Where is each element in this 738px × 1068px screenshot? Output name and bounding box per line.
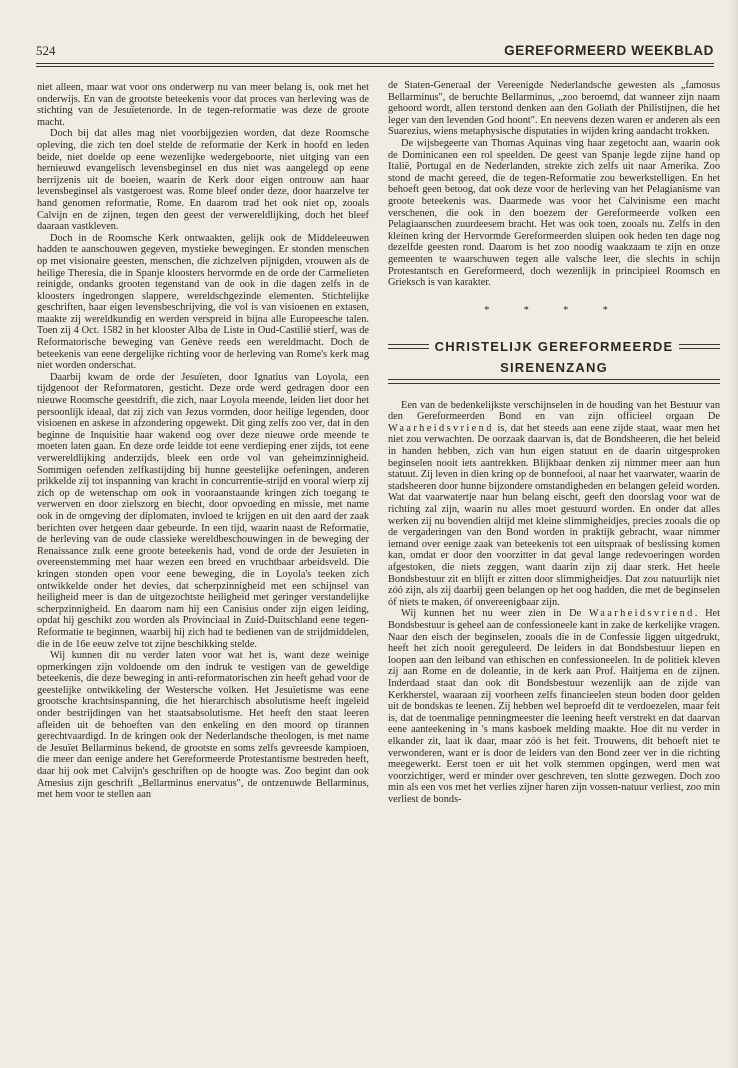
header-rule-bottom [36, 66, 714, 67]
page-header [36, 43, 714, 63]
article-paragraph [388, 400, 720, 609]
spaced-title: Waarheidsvriend [388, 422, 494, 434]
header-rule-top [36, 63, 714, 64]
text-run: Een van de bedenkelijkste verschijnselen in de houding van het Bestuur van den Gereformeerden Bond en van zijn officieel orgaan De [388, 399, 720, 423]
article-paragraph: De wijsbegeerte van Thomas Aquinas ving haar zegetocht aan, waarin ook de Dominicanen een rol speelden. De geest van Spanje legde zijne hand op Italië, Portugal en de Nederlanden, strekte zich zelfs uit naar Amerika. Zoo stond de macht gereed, die de tegen-Reformatie zou bewerkstelligen. En het behoeft geen betoog, dat ook deze voor de herleving van het Pelagianisme van groote beteekenis was. Daarmede was voor het Calvinisme een macht verschenen, die ook in den boezem der Gereformeerde volken een Pelagiaanschen zuurdeesem bracht. Het was ook toen, zooals nu. Zelfs in den kleinen kring der Hervormde Gereformeerden sluipen ook heden ten dage nog dezelfde geesten rond. Daarom is het zoo noodig waakzaam te zijn en onze gemeenten te waarschuwen tegen alle valsche leer, die slechts in schijn Protestantsch en Gereformeerd, doch wezenlijk in principieel Roomsch en Grieksch is van karakter. [388, 137, 720, 289]
double-rule-bottom [388, 379, 720, 384]
right-column [388, 80, 720, 805]
article-paragraph: Wij kunnen dit nu verder laten voor wat het is, want deze weinige opmerkingen zijn voldoende om den indruk te vestigen van de geweldige beteekenis, die deze beweging in anti-reformatorischen zin heeft gehad voor de geestelijke ontwikkeling der Westersche volken. Het Jesuïetisme was eene grootsche krachtsinspanning, die het hierarchisch absolutisme heeft ingeleid onder bestrijdingen van het staatsabsolutisme. Het heeft den staat leeren afleiden uit de behoeften van den enkeling en den moord op tirannen gerechtvaardigd. In de kringen ook der Nederlandsche theologen, is met name de Jesuïet Bellarminus bekend, de grootste en soms zelfs gevreesde kampioen, die meer dan eenige andere het Gereformeerde Protestantisme bestreden heeft, daar hij ook met Calvijn's geschriften op de hoogte was. Zoo begint dan ook Amesius zijn geschrift „Bellarminus enervatus", de ontzenuwde Bellarminus, met hem voor te stellen aan [37, 650, 369, 801]
article-paragraph: Doch bij dat alles mag niet voorbijgezien worden, dat deze Roomsche opleving, die zich ten doel stelde de reformatie der Kerk in hoofd en leden beide, niet doelde op eene wezenlijke wedergeboorte, niet uitging van een hernieuwd evangelisch levensbeginsel en dus niet was aangelegd op eene herrijzenis uit de boeien, waarin de Kerk door eigen ontrouw aan haar levensbeginsel als vastgeroest was. Rome bleef onder deze, door haarzelve ter hand genomen reformatie, Rome. En daarom trad het ook niet op, zooals Calvijn en de zijnen, tegen den geest der verwereldlijking, doch het bleef daaraan vastkleven. [37, 128, 369, 233]
article-paragraph: de Staten-Generaal der Vereenigde Nederlandsche gewesten als „famosus Bellarminus", de beruchte Bellarminus, „zoo beroemd, dat wanneer zijn naam gehoord wordt, allen terstond denken aan den Goliath der Philistijnen, die het leger van den levenden God hoont". En neevens dezen waren er anderen als een Suarezius, wiens metaphysische disputaties in wijden kring aandacht trokken. [388, 80, 720, 138]
page-edge-shadow [728, 0, 738, 1068]
journal-title: GEREFORMEERD WEEKBLAD [504, 43, 714, 58]
text-run: Wij kunnen het nu weer zien in De [401, 608, 589, 620]
spaced-title: Waarheidsvriend [588, 608, 695, 620]
left-column [37, 82, 369, 801]
section-heading-line1: CHRISTELIJK GEREFORMEERDE [434, 338, 674, 354]
section-heading-box [388, 335, 720, 386]
page-number: 524 [36, 43, 56, 58]
text-run: is, dat het steeds aan eene zijde staat, waar men het niet zou verwachten. De oorzaak daarvan is, dat de Bondsheeren, die het beleid in handen hebben, zich van hun eigen statuut en de daarin uitgesproken beginselen nooit iets aantrekken. Blijkbaar denken zij nimmer meer aan hun statuut. Zij leven in dien kring op de bonnefooi, al naar het vaarwater, waarin de stadsheeren door hunne bijzondere omstandigheden en belangen geleid worden. Wat dat vaarwatertje naar hun belang eischt, geeft den doorslag voor wat de richting zal zijn, waarin nu alles moet gestuurd worden. En onder dat alles werken zij nu bovendien altijd met kleine slimmigheidjes, precies zooals die op de vergaderingen van den Bond worden in praktijk gebracht, waar nimmer iemand over eenige zaak van beteekenis tot een uitspraak of beslissing komen kan, omdat er door den voorzitter in dat geval lange redevoeringen worden afgestoken, die niets zeggen, want daarin zijn zij daar sterk. Het heele Bondsbestuur zit en blijft er zitten door slimmigheidjes. Dat zou natuurlijk niet zóó zijn, als zij daarbij geen belangen op het oog hadden, die met de beginselen óf niets te maken, óf onvereenigbaar zijn. [388, 422, 720, 608]
double-rule-left [388, 344, 429, 349]
article-paragraph: Daarbij kwam de orde der Jesuïeten, door Ignatius van Loyola, een tijdgenoot der Reformatoren, gesticht. Deze orde werd gedragen door een nieuwe Roomsche geestdrift, die zich, naar Loyola meende, leiden liet door het persoonlijk ideaal, dat zij zich van Jezus vormden, door heilige legenden, door visioenen en askese in afzondering opgewekt. Dit ging zelfs zoo ver, dat in den beginne de Inquisitie haar wakend oog over deze nieuwe orde meende te moeten laten gaan. En deze orde leidde tot eene verdieping ener zijds, tot eene verwereldlijking anderzijds, bleek een orde vol van geheimzinnigheid. Sommigen oefenden zelfkastijding bij hunne geestelijke oefeningen, anderen prikkelde zij tot inspanning van kracht in concurrentie-strijd en vooral wierp zij zich op de wetenschap om ook in vooraanstaande kringen zich toegang te verwerven en door zielszorg en biecht, door opvoeding en missie, met name ook in de omgeving der diplomaten, invloed te krijgen en uit den aard der zaak berichten over hetgeen daar gebeurde. In een tijd, waarin naast de Reformatie, de herleving van de oude classieke wereldbeschouwingen in de beweging der Renaissance zulk eene groote beteekenis had, vond de orde der Jesuïeten in overeenstemming met haar wezen een breed en vruchtbaar arbeidsveld. Die kringen stonden open voor eene beweging, die in Loyola's teeken zich ontwikkelde onder het devies, dat scherpzinnigheid met een schijnsel van heiligheid meer is dan de uitgezochtste heiligheid met geringer verstandelijke scherpzinnigheid. En daarom nam hij een Canisius onder zijn eigen leiding, opdat hij geschikt zou worden als Provinciaal in Zuid-Duitschland eene tegen-Reformatie te beginnen, waarbij hij zich had te bedienen van de strijdmiddelen, die in de 16e eeuw zelve tot zijne beschikking stelde. [37, 371, 369, 650]
double-rule-right [679, 344, 720, 349]
section-heading-row [388, 337, 720, 356]
text-run: . Het Bondsbestuur is geheel aan de confessioneele kant in zake de kerkelijke vragen. Naar den eisch der beginselen, zooals die in de Confessie liggen uitgedrukt, heeft het zich nooit gereguleerd. De leiders in dat Bondsbestuur liepen en loopen aan den leiband van ethischen en confessioneelen. In de politiek kleven zij aan Rome en de doleantie, in de kerk aan Prof. Haitjema en de zijnen. Inderdaad staat dan ook dit Bondsbestuur wezenlijk aan de zijde van Kerkherstel, waaraan zij voorheen zelfs financieelen steun boden door gelden uit de bondskas te leenen. Zij hebben wel beproefd dit te verdoezelen, maar feit is, dat de toenmalige penningmeester die leening heeft verstrekt en dat daarvan eene aanteekening in 's mans kasboek melding maakte. Hoe dit nu verder in elkander zit, laat ik daar, maar zóó is het feit. Trouwens, dit behoeft niet te verwonderen, want er is door de leiders van den Bond zeer ver in die richting meegewerkt. Eerst toen er uit het volk stemmen opgingen, werd men wat voorzichtiger, werd er minder over geschreven, ten slotte gezwegen. Doch zoo min als een vos met het verlies zijner haren zijn vossen-natuur verliest, zoo min verliest de bonds- [388, 608, 720, 805]
article-paragraph: Doch in de Roomsche Kerk ontwaakten, gelijk ook de Middeleeuwen hadden te aanschouwen gegeven, mystieke bewegingen. Er stonden menschen op met visionaire geesten, menschen, die zichzelven pijnigden, vrouwen als de heilige Theresia, die in Spanje kloosters hervormde en de orde der Carmelieten reinigde, ondanks grooten tegenstand van de ook in die dagen zelfs in de kloosters ingedrongen slappere, wereldschgezinde elementen. Stichtelijke geschriften, haar eigen levensbeschrijving, die vol is van visioenen en extasen, maakte zij wereldkundig en werden verspreid in bijna alle Europeesche talen. Toen zij 4 Oct. 1582 in het klooster Alba de Liste in Oud-Castilië stierf, was de Reformatorische beweging van Genève reeds een wereldmacht. Doch de beteekenis van eene dergelijke richting voor de herleving van Rome's kerk mag niet worden onderschat. [37, 232, 369, 372]
article-paragraph: niet alleen, maar wat voor ons onderwerp nu van meer belang is, ook met het onderwijs. En van de grootste beteekenis voor dat proces van herleving was de stichting van de Jesuïetenorde. In de tegen-reformatie was deze de groote macht. [37, 82, 369, 128]
article-paragraph [388, 608, 720, 805]
section-divider-stars: * * * * [484, 304, 624, 316]
section-heading-line2: SIRENENZANG [500, 359, 608, 375]
